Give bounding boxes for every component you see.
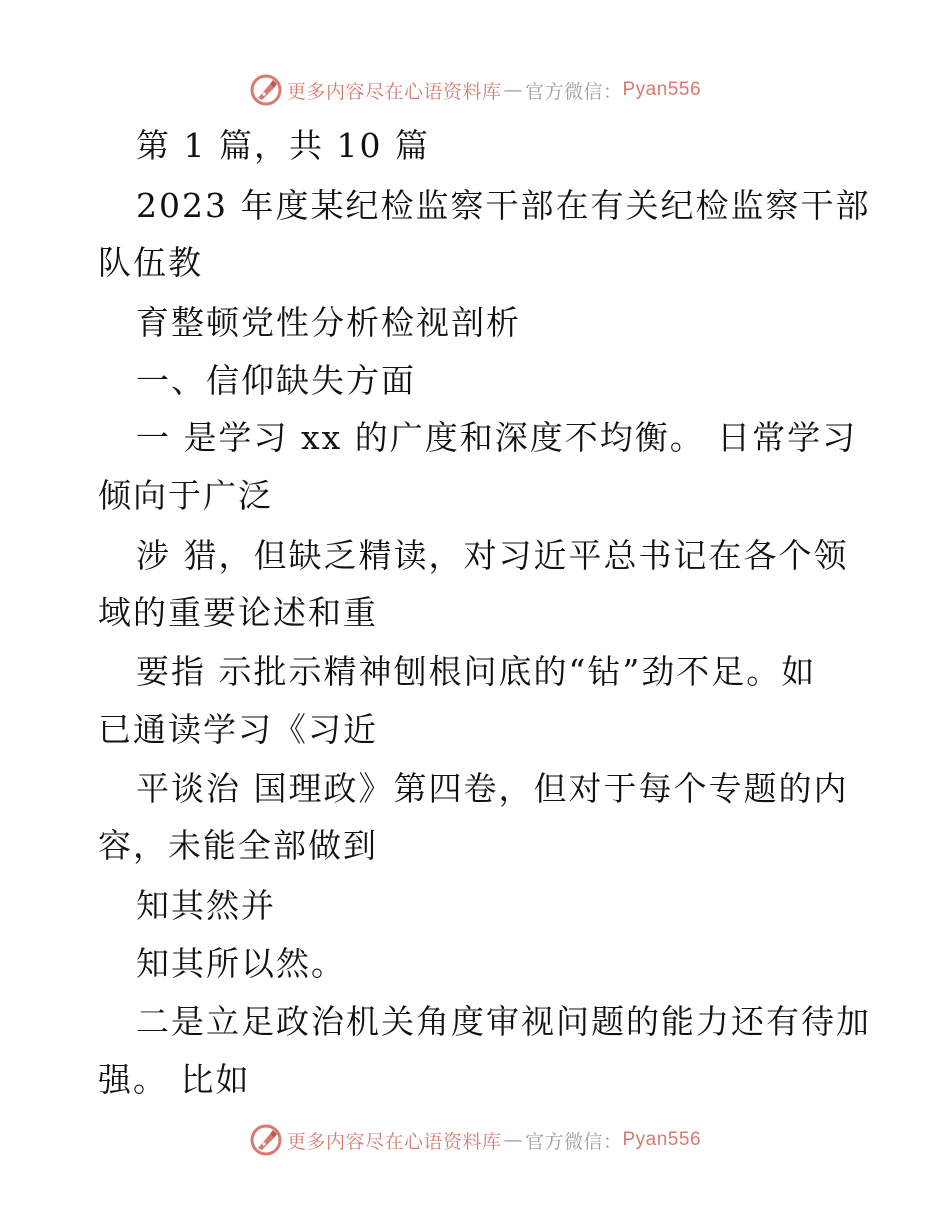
text-line: 平谈治 国理政》第四卷，但对于每个专题的内 (136, 769, 849, 808)
banner-dash: — (503, 79, 523, 101)
text-line: 一 是学习 xx 的广度和深度不均衡。 日常学习 (136, 418, 858, 457)
banner-text: 更多内容尽在心语资料库 (286, 1130, 502, 1153)
pen-nib-logo-icon (249, 1123, 283, 1157)
text-line: 强。 比如 (98, 1060, 251, 1099)
text-line: 容，未能全部做到 (98, 826, 378, 865)
text-line: 2023 年度某纪检监察干部在有关纪检监察干部 (136, 186, 871, 225)
banner-text: 更多内容尽在心语资料库 (286, 80, 502, 103)
text-line: 倾向于广泛 (98, 476, 273, 515)
banner-wechat-id: Pyan556 (622, 1129, 702, 1150)
text-line: 域的重要论述和重 (98, 593, 378, 632)
text-line: 知其所以然。 (136, 944, 346, 983)
header-watermark-banner (0, 70, 950, 110)
banner-wechat-label: 官方微信： (524, 80, 623, 103)
text-line: 知其然并 (136, 886, 276, 925)
text-line: 涉 猎，但缺乏精读，对习近平总书记在各个领 (136, 536, 849, 575)
pen-nib-logo-icon (249, 73, 283, 107)
text-line: 要指 示批示精神刨根问底的“钻”劲不足。如 (136, 652, 817, 691)
banner-dash: — (503, 1129, 523, 1151)
banner-wechat-id: Pyan556 (622, 79, 702, 100)
banner-wechat-label: 官方微信： (524, 1130, 623, 1153)
text-line: 育整顿党性分析检视剖析 (136, 303, 521, 342)
text-line: 一、信仰缺失方面 (136, 361, 416, 400)
text-line: 队伍教 (98, 243, 203, 282)
text-line: 已通读学习《习近 (98, 710, 378, 749)
footer-watermark-banner (0, 1120, 950, 1160)
text-line: 第 1 篇，共 10 篇 (136, 126, 430, 165)
text-line: 二是立足政治机关角度审视问题的能力还有待加 (136, 1002, 871, 1041)
